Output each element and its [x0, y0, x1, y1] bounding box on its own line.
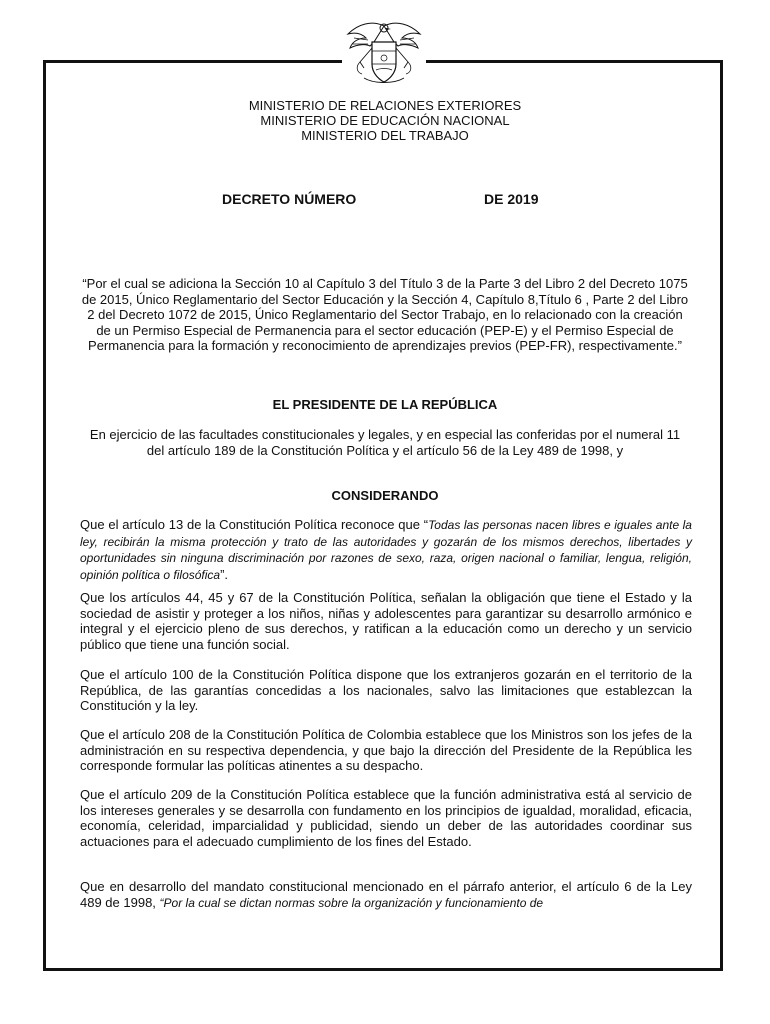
ministry-line: MINISTERIO DE RELACIONES EXTERIORES — [248, 98, 522, 113]
considerando-paragraph-2: Que los artículos 44, 45 y 67 de la Constitución Política, señalan la obligación que tiene el Estado y la sociedad de asistir y proteger a los niños, niñas y adolescentes para garantizar su desarrollo armónico e integral y el ejercicio pleno de sus derechos, y ratifican a la educación como un derecho y un servicio público que tiene una función social. — [80, 590, 692, 652]
decree-title: “Por el cual se adiciona la Sección 10 al Capítulo 3 del Título 3 de la Parte 3 del Libro 2 del Decreto 1075 de 2015, Único Reglamentario del Sector Educación y la Sección 4, Capítulo 8,Título 6 , Parte 2 del Libro 2 del Decreto 1072 de 2015, Único Reglamentario del Sector Trabajo, en lo relacionado con la creación de un Permiso Especial de Permanencia para el sector educación (PEP-E) y el Permiso Especial de Permanencia para la formación y reconocimiento de aprendizajes previos (PEP-FR), respectivamente.” — [81, 276, 689, 353]
considerando-paragraph-3: Que el artículo 100 de la Constitución Política dispone que los extranjeros gozarán en el territorio de la República, de las garantías concedidas a los nacionales, salvo las limitaciones que establezcan la Constitución y la ley. — [80, 667, 692, 713]
decree-number-label: DECRETO NÚMERO — [222, 191, 357, 207]
decree-year-label: DE 2019 — [484, 191, 539, 207]
ministries-header — [120, 98, 650, 143]
considerando-paragraph-5: Que el artículo 209 de la Constitución Política establece que la función administrativa está al servicio de los intereses generales y se desarrolla con fundamento en los principios de igualdad, moralidad, eficacia, economía, celeridad, imparcialidad y publicidad, siendo un deber de las autoridades coordinar sus actuaciones para el adecuado cumplimiento de los fines del Estado. — [80, 787, 692, 849]
ministry-line: MINISTERIO DEL TRABAJO — [301, 128, 469, 143]
issuer-heading: EL PRESIDENTE DE LA REPÚBLICA — [272, 397, 498, 412]
exercise-clause: En ejercicio de las facultades constitucionales y legales, y en especial las conferidas por el numeral 11 del artículo 189 de la Constitución Política y el artículo 56 de la Ley 489 de 1998, y — [89, 427, 681, 458]
considerando-paragraph-4: Que el artículo 208 de la Constitución Política de Colombia establece que los Ministros son los jefes de la administración en su respectiva dependencia, y que bajo la dirección del Presidente de la República les corresponde formular las políticas atinentes a su despacho. — [80, 727, 692, 773]
considerando-paragraph-1: Que el artículo 13 de la Constitución Política reconoce que “Todas las personas nacen libres e iguales ante la ley, recibirán la misma protección y trato de las autoridades y gozarán de los mismos derechos, libertades y oportunidades sin ninguna discriminación por razones de sexo, raza, origen nacional o familiar, lengua, religión, opinión política o filosófica”. — [80, 517, 692, 582]
colombia-coat-of-arms-icon — [342, 18, 426, 88]
considerando-paragraph-6: Que en desarrollo del mandato constitucional mencionado en el párrafo anterior, el artículo 6 de la Ley 489 de 1998, “Por la cual se dictan normas sobre la organización y funcionamiento de — [80, 879, 692, 910]
ministry-line: MINISTERIO DE EDUCACIÓN NACIONAL — [260, 113, 510, 128]
decree-number-line — [222, 191, 539, 207]
considerando-heading: CONSIDERANDO — [331, 488, 439, 503]
